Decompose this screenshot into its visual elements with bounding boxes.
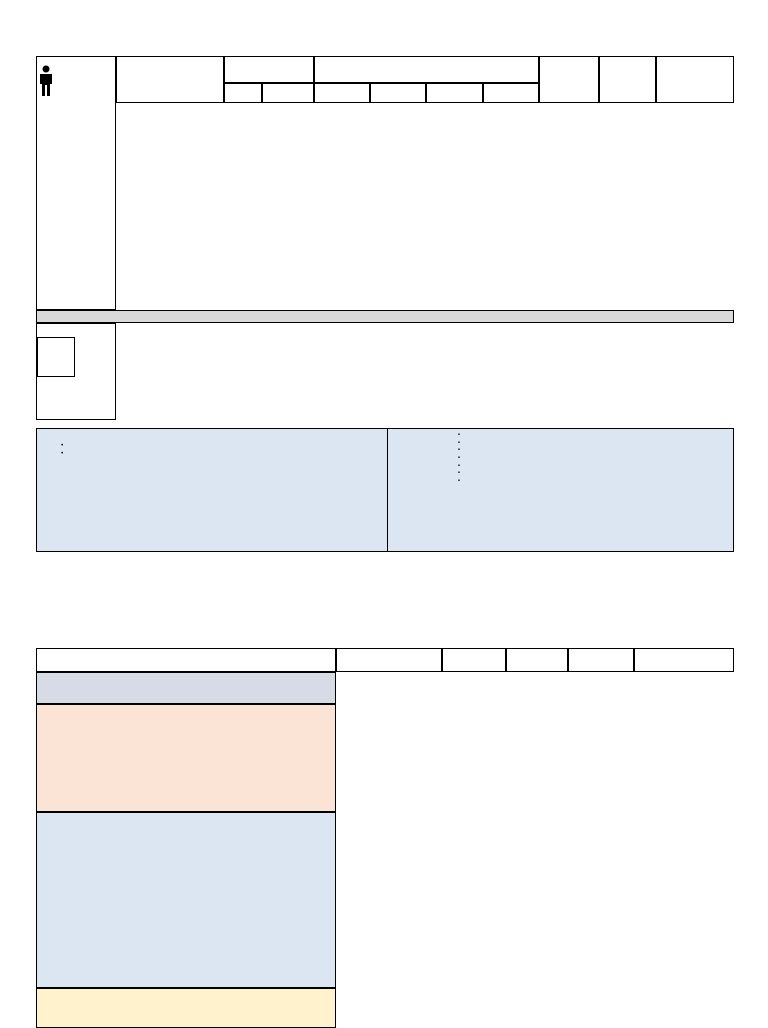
within-header [224,83,262,103]
principal-source-header [224,56,314,83]
cie-label [36,672,336,704]
col-c-header [426,83,483,103]
kinds-of-tax-header [314,56,539,83]
without-header [262,83,314,103]
note-d-item: • [458,477,465,484]
person-icon [37,65,55,97]
tax-summary-table [36,56,734,420]
sep-label [36,704,336,812]
deduction-header [634,648,734,672]
col-a-header [314,83,370,103]
col-d-header [483,83,539,103]
notes-left [37,429,388,551]
percentage-header [568,648,634,672]
note-d-item: • [458,470,465,477]
income-tax-header [442,648,506,672]
source-header [336,648,442,672]
section-divider [36,310,734,323]
note-c-item: • [458,432,465,438]
col-b-header [370,83,426,103]
notes-panel [36,428,734,552]
building-icon [37,337,75,377]
mie-label [36,812,336,988]
taxpayer-header [36,648,336,672]
exemption-item: • [61,442,69,449]
improperly-header [656,56,734,103]
note-c-item: • [458,439,465,446]
notes-right [388,429,733,551]
kinds-of-taxpayer-header [116,56,224,103]
note-c-item: • [458,447,465,454]
inter-corporate-header [539,56,599,103]
individual-tax-payer-table [36,648,734,1024]
individual-header [36,56,116,310]
note-d-item: • [458,462,465,469]
corporation-label [36,988,336,1028]
vat-header [506,648,568,672]
minimum-corporate-header [599,56,656,103]
note-c-item: • [458,454,465,461]
exemption-item: • [61,450,69,458]
corporation-header [36,323,116,420]
